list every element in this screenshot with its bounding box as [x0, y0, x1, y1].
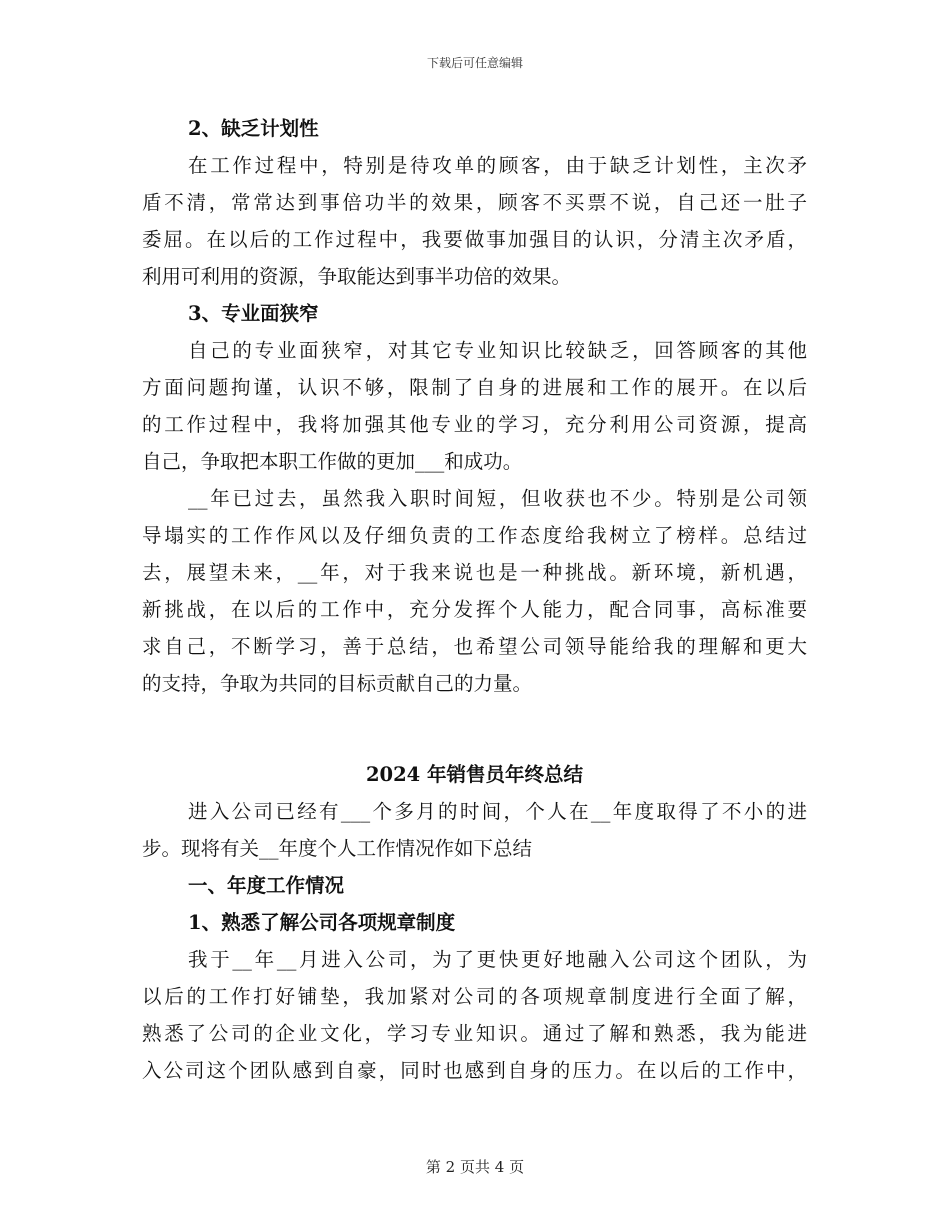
paragraph-narrow-expertise	[142, 332, 807, 480]
section-heading-lack-of-planning: 2、缺乏计划性	[188, 117, 319, 140]
text-line: 导塌实的工作作风以及仔细负责的工作态度给我树立了榜样。总结过	[142, 524, 807, 547]
section-heading-narrow-expertise: 3、专业面狭窄	[188, 302, 319, 325]
text-line: 我于__年__月进入公司，为了更快更好地融入公司这个团队，为	[188, 948, 807, 971]
text-line: 的支持，争取为共同的目标贡献自己的力量。	[142, 672, 533, 695]
text-line: 的工作过程中，我将加强其他专业的学习，充分利用公司资源，提高	[142, 413, 807, 436]
text-line: 委屈。在以后的工作过程中，我要做事加强目的认识，分清主次矛盾，	[142, 228, 807, 251]
section-heading-annual-work: 一、年度工作情况	[188, 874, 345, 897]
document-body	[142, 110, 807, 1089]
text-line: __年已过去，虽然我入职时间短，但收获也不少。特别是公司领	[188, 487, 807, 510]
text-line: 进入公司已经有___个多月的时间，个人在__年度取得了不小的进	[188, 800, 807, 823]
section-heading-company-rules: 1、熟悉了解公司各项规章制度	[188, 911, 456, 934]
text-line: 求自己，不断学习，善于总结，也希望公司领导能给我的理解和更大	[142, 635, 807, 658]
text-line: 熟悉了公司的企业文化，学习专业知识。通过了解和熟悉，我为能进	[142, 1022, 807, 1045]
text-line: 自己，争取把本职工作做的更加___和成功。	[142, 450, 523, 473]
text-line: 新挑战，在以后的工作中，充分发挥个人能力，配合同事，高标准要	[142, 598, 807, 621]
paragraph-closing	[142, 480, 807, 702]
page-header: 下载后可任意编辑	[426, 56, 523, 70]
page-footer: 第 2 页共 4 页	[425, 1158, 525, 1176]
spacer	[142, 702, 807, 756]
paragraph-company-rules	[142, 941, 807, 1089]
text-line: 入公司这个团队感到自豪，同时也感到自身的压力。在以后的工作中，	[142, 1059, 807, 1082]
text-line: 以后的工作打好铺垫，我加紧对公司的各项规章制度进行全面了解，	[142, 985, 807, 1008]
text-line: 去，展望未来，__年，对于我来说也是一种挑战。新环境，新机遇，	[142, 561, 807, 584]
text-line: 步。现将有关__年度个人工作情况作如下总结	[142, 837, 533, 860]
text-line: 自己的专业面狭窄，对其它专业知识比较缺乏，回答顾客的其他	[188, 339, 807, 362]
article-title: 2024 年销售员年终总结	[365, 763, 584, 786]
text-line: 盾不清，常常达到事倍功半的效果，顾客不买票不说，自己还一肚子	[142, 191, 807, 214]
text-line: 方面问题拘谨，认识不够，限制了自身的进展和工作的展开。在以后	[142, 376, 807, 399]
paragraph-lack-of-planning	[142, 147, 807, 295]
text-line: 利用可利用的资源，争取能达到事半功倍的效果。	[142, 265, 572, 288]
text-line: 在工作过程中，特别是待攻单的顾客，由于缺乏计划性，主次矛	[188, 154, 807, 177]
paragraph-intro	[142, 793, 807, 867]
